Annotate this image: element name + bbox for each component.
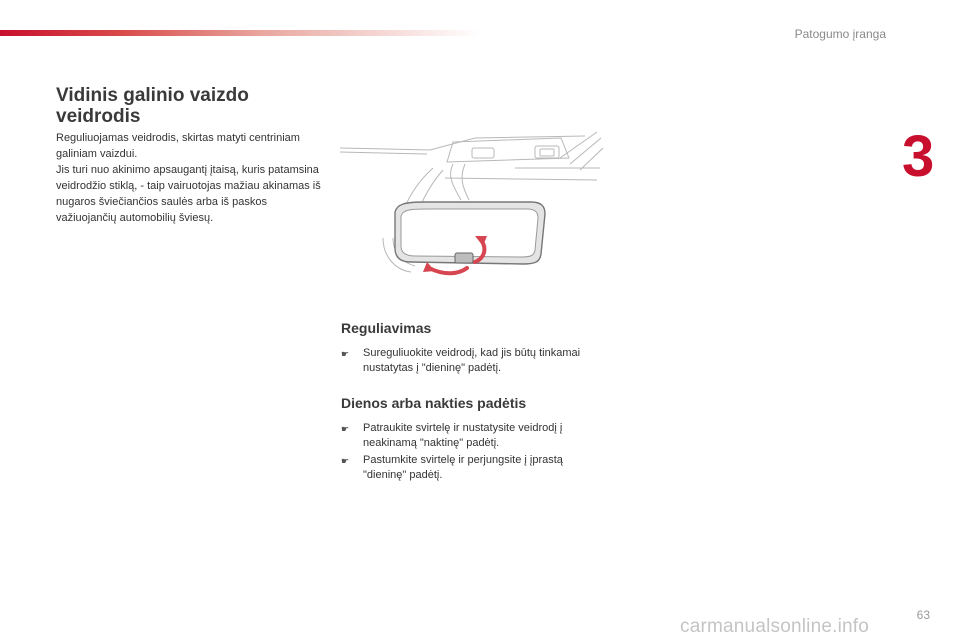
chapter-title: Patogumo įranga xyxy=(794,27,886,41)
pointing-hand-icon: ☛ xyxy=(341,349,350,359)
section-title-day-night: Dienos arba nakties padėtis xyxy=(341,395,527,411)
page-number: 63 xyxy=(916,608,930,622)
list-item xyxy=(341,421,601,451)
intro-text xyxy=(56,130,326,226)
list-item xyxy=(341,346,601,376)
watermark-text: carmanualsonline.info xyxy=(680,616,870,637)
pointing-hand-icon: ☛ xyxy=(341,424,350,434)
chapter-number: 3 xyxy=(902,124,935,189)
pointing-hand-icon: ☛ xyxy=(341,456,350,466)
day-night-steps xyxy=(341,421,601,485)
page-title: Vidinis galinio vaizdo veidrodis xyxy=(56,85,249,127)
step-text: Pastumkite svirtelę ir perjungsite į įprastą "dieninę" padėtį. xyxy=(363,454,563,481)
pull-arrow-icon xyxy=(429,268,467,273)
header-accent-bar xyxy=(0,30,480,36)
section-title-adjust: Reguliavimas xyxy=(341,320,432,336)
intro-line: Reguliuojamas veidrodis, skirtas matyti centriniam galiniam vaizdui. xyxy=(56,132,300,160)
step-text: Sureguliuokite veidrodį, kad jis būtų tinkamai nustatytas į "dieninę" padėtį. xyxy=(363,347,581,374)
mirror-body xyxy=(395,202,545,264)
rearview-mirror-illustration xyxy=(335,128,603,278)
intro-line: Jis turi nuo akinimo apsaugantį įtaisą, kuris patamsina veidrodžio stiklą, - taip vairuotojas mažiau akinamas iš nugaros šviečiančios saulės arba iš paskos važiuojančių automobilių šviesų. xyxy=(56,164,321,224)
adjust-steps xyxy=(341,346,601,378)
step-text: Patraukite svirtelę ir nustatysite veidrodį į neakinamą "naktinę" padėtį. xyxy=(363,422,563,449)
list-item xyxy=(341,453,601,483)
